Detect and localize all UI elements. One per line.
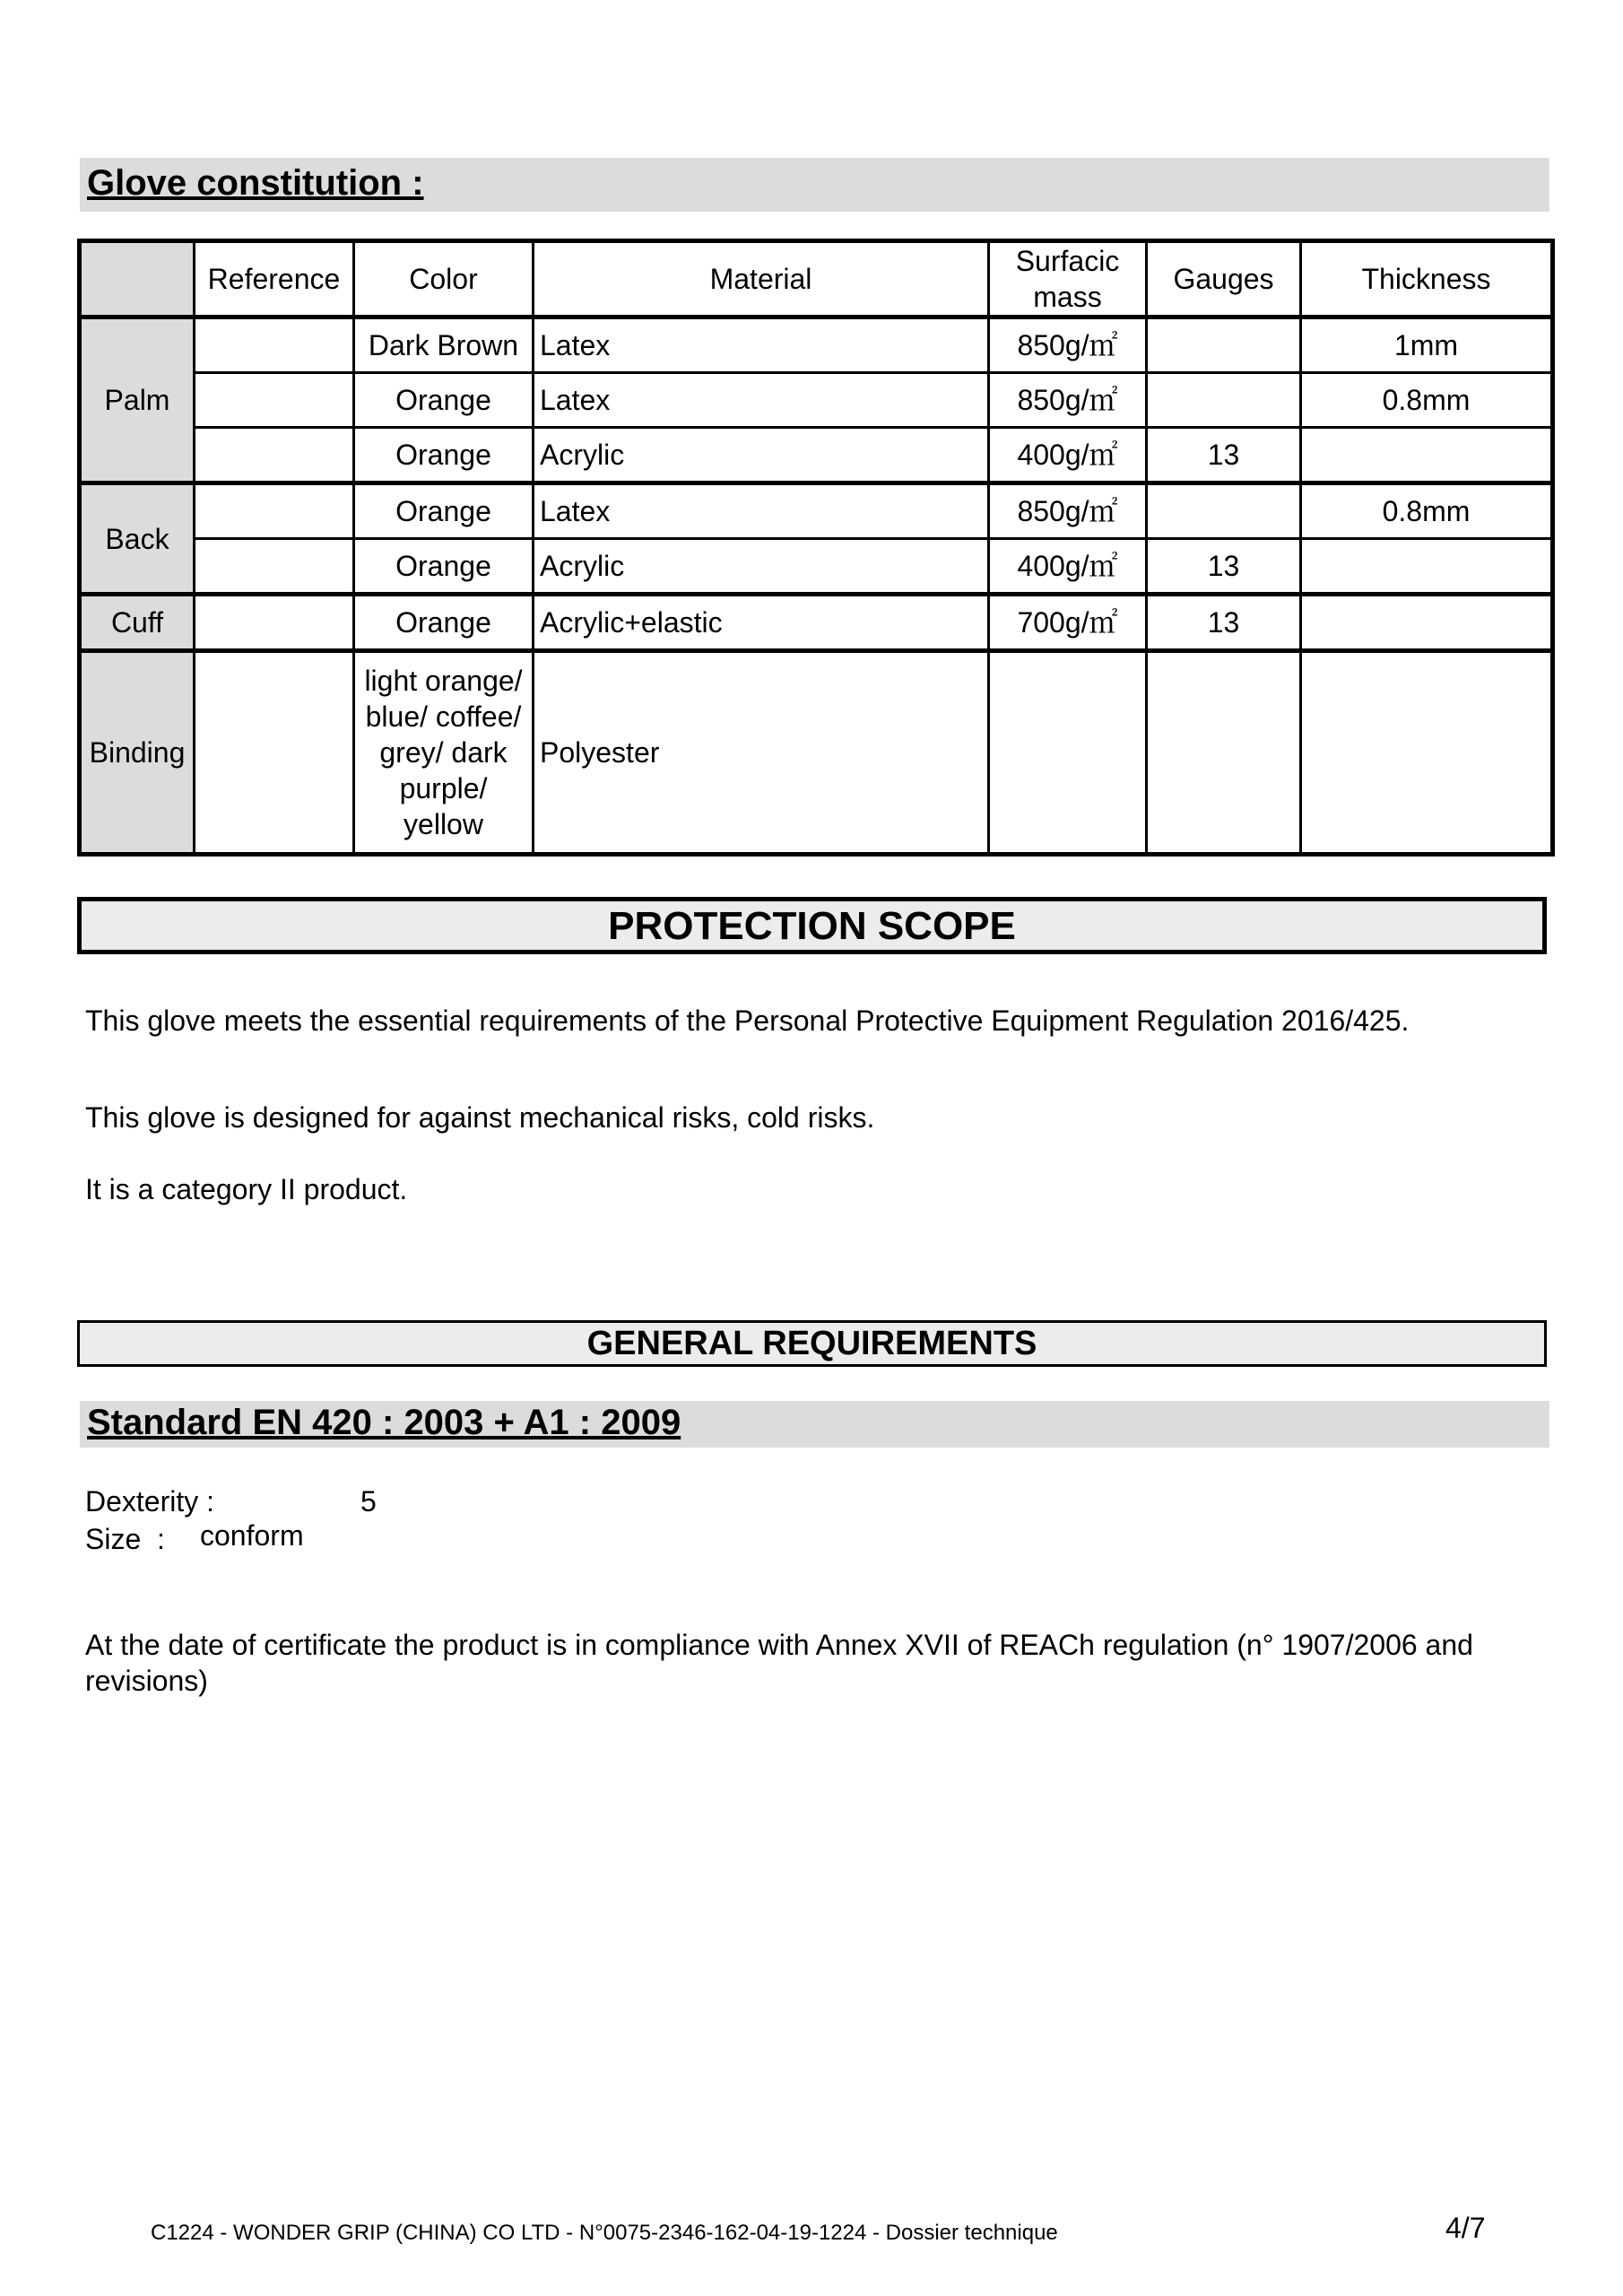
page-number: 4/7 bbox=[1445, 2212, 1486, 2244]
cell-thickness bbox=[1301, 651, 1553, 855]
cell-material: Acrylic+elastic bbox=[534, 595, 989, 651]
header-color: Color bbox=[354, 241, 534, 317]
protection-text-1: This glove meets the essential requirements of the Personal Protective Equipment Regulation 2016/425. bbox=[85, 1004, 1410, 1037]
standard-title: Standard EN 420 : 2003 + A1 : 2009 bbox=[87, 1403, 681, 1442]
size-value: conform bbox=[200, 1519, 304, 1552]
header-reference: Reference bbox=[195, 241, 354, 317]
cell-gauges bbox=[1147, 373, 1301, 428]
cell-mass: 700g/㎡ bbox=[989, 595, 1147, 651]
header-material: Material bbox=[534, 241, 989, 317]
binding-color-line: purple/ bbox=[399, 772, 488, 804]
cell-thickness bbox=[1301, 428, 1553, 483]
cell-reference bbox=[195, 483, 354, 539]
cell-thickness bbox=[1301, 539, 1553, 595]
cell-gauges bbox=[1147, 317, 1301, 373]
protection-scope-title: PROTECTION SCOPE bbox=[77, 897, 1547, 954]
cell-material: Latex bbox=[534, 317, 989, 373]
header-thickness: Thickness bbox=[1301, 241, 1553, 317]
cell-gauges bbox=[1147, 483, 1301, 539]
cell-material: Acrylic bbox=[534, 428, 989, 483]
cell-reference bbox=[195, 428, 354, 483]
cell-thickness: 1mm bbox=[1301, 317, 1553, 373]
header-surfacic-line2: mass bbox=[1033, 281, 1102, 313]
header-gauges: Gauges bbox=[1147, 241, 1301, 317]
protection-text-3: It is a category II product. bbox=[85, 1173, 408, 1205]
cell-reference bbox=[195, 539, 354, 595]
part-palm: Palm bbox=[80, 317, 195, 483]
cell-reference bbox=[195, 651, 354, 855]
cell-color: Dark Brown bbox=[354, 317, 534, 373]
cell-reference bbox=[195, 317, 354, 373]
cell-mass bbox=[989, 651, 1147, 855]
binding-color-line: light orange/ bbox=[364, 665, 523, 697]
reach-text-1: At the date of certificate the product is in compliance with Annex XVII of REACh regulation (n° 1907/2006 and bbox=[85, 1629, 1473, 1661]
header-surfacic-mass bbox=[989, 241, 1147, 317]
cell-thickness bbox=[1301, 595, 1553, 651]
header-surfacic-line1: Surfacic bbox=[1015, 245, 1120, 277]
table-row bbox=[80, 373, 1553, 428]
cell-thickness: 0.8mm bbox=[1301, 373, 1553, 428]
binding-color-line: grey/ dark bbox=[379, 736, 508, 769]
cell-color: Orange bbox=[354, 539, 534, 595]
binding-color-line: yellow bbox=[404, 808, 483, 840]
cell-color bbox=[354, 651, 534, 855]
cell-mass: 850g/㎡ bbox=[989, 317, 1147, 373]
cell-color: Orange bbox=[354, 483, 534, 539]
cell-material: Polyester bbox=[534, 651, 989, 855]
cell-gauges bbox=[1147, 651, 1301, 855]
cell-material: Acrylic bbox=[534, 539, 989, 595]
general-requirements-title: GENERAL REQUIREMENTS bbox=[77, 1320, 1547, 1367]
part-cuff: Cuff bbox=[80, 595, 195, 651]
cell-gauges: 13 bbox=[1147, 428, 1301, 483]
glove-constitution-bar bbox=[80, 158, 1549, 212]
table-row bbox=[80, 539, 1553, 595]
part-binding: Binding bbox=[80, 651, 195, 855]
table-row bbox=[80, 651, 1553, 855]
cell-mass: 850g/㎡ bbox=[989, 483, 1147, 539]
cell-material: Latex bbox=[534, 483, 989, 539]
dexterity-value: 5 bbox=[360, 1485, 377, 1518]
binding-color-line: blue/ coffee/ bbox=[365, 700, 522, 733]
cell-color: Orange bbox=[354, 595, 534, 651]
cell-mass: 400g/㎡ bbox=[989, 539, 1147, 595]
cell-reference bbox=[195, 595, 354, 651]
cell-color: Orange bbox=[354, 428, 534, 483]
cell-mass: 850g/㎡ bbox=[989, 373, 1147, 428]
cell-material: Latex bbox=[534, 373, 989, 428]
cell-gauges: 13 bbox=[1147, 539, 1301, 595]
footer-text: C1224 - WONDER GRIP (CHINA) CO LTD - N°0075-2346-162-04-19-1224 - Dossier technique bbox=[151, 2221, 1058, 2245]
glove-constitution-table bbox=[77, 239, 1555, 857]
header-blank-cell bbox=[80, 241, 195, 317]
protection-text-2: This glove is designed for against mechanical risks, cold risks. bbox=[85, 1101, 875, 1134]
table-row bbox=[80, 483, 1553, 539]
glove-constitution-title: Glove constitution : bbox=[87, 163, 424, 203]
table-row bbox=[80, 428, 1553, 483]
dexterity-label: Dexterity : bbox=[85, 1485, 215, 1518]
table-row bbox=[80, 595, 1553, 651]
cell-thickness: 0.8mm bbox=[1301, 483, 1553, 539]
cell-mass: 400g/㎡ bbox=[989, 428, 1147, 483]
table-row bbox=[80, 317, 1553, 373]
table-header-row bbox=[80, 241, 1553, 317]
cell-reference bbox=[195, 373, 354, 428]
cell-gauges: 13 bbox=[1147, 595, 1301, 651]
size-label: Size : bbox=[85, 1523, 165, 1555]
standard-bar bbox=[80, 1401, 1549, 1448]
part-back: Back bbox=[80, 483, 195, 595]
cell-color: Orange bbox=[354, 373, 534, 428]
reach-text-2: revisions) bbox=[85, 1665, 208, 1697]
